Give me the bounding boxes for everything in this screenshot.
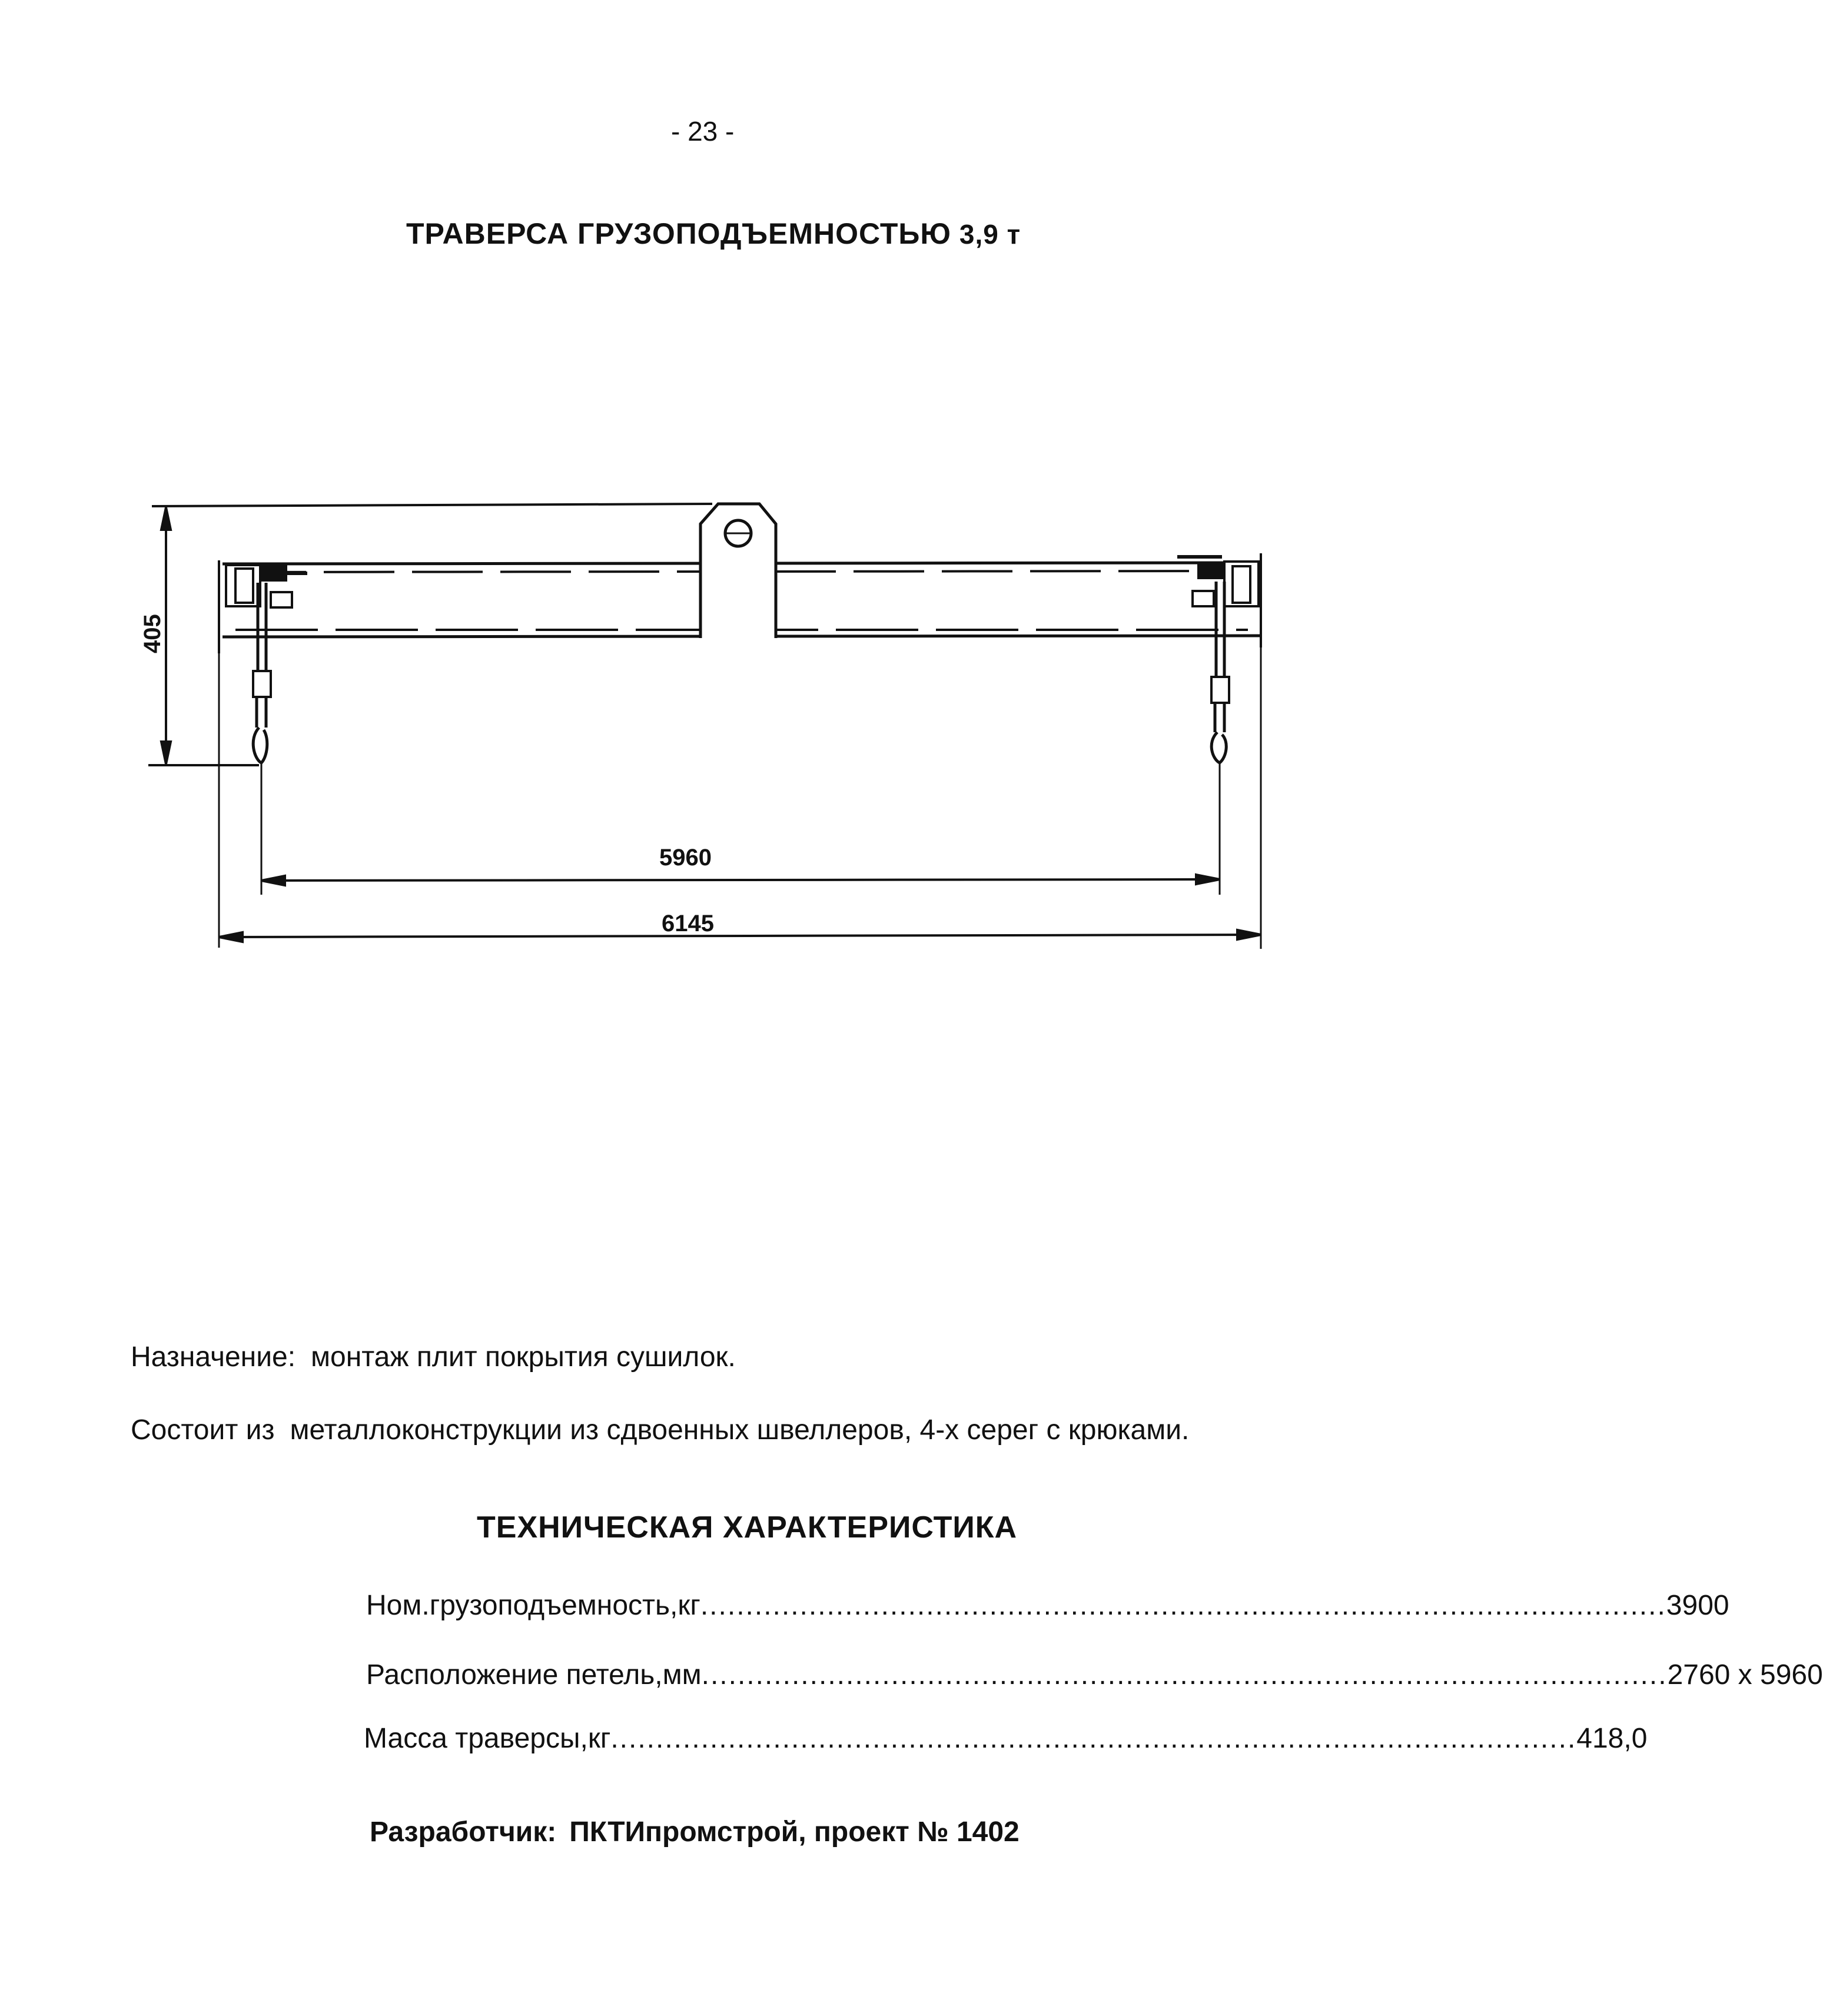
overall-width-arrow-right <box>1237 930 1261 939</box>
spec-leader-dots: ........................................................................................................... <box>701 1659 1668 1690</box>
inner-width-dimension-line <box>261 879 1220 881</box>
left-clamp-nut <box>271 592 292 607</box>
right-clamp-plate <box>1198 564 1222 578</box>
right-hook <box>1211 732 1226 763</box>
composition-line <box>131 1414 1189 1446</box>
spec-value: 3900 <box>1666 1590 1729 1621</box>
right-clamp-outer <box>1224 562 1258 606</box>
overall-width-dimension-line <box>219 935 1261 937</box>
spec-row <box>366 1589 1729 1622</box>
spec-label: Расположение петель,мм <box>366 1659 702 1690</box>
overall-width-arrow-left <box>219 932 243 942</box>
inner-width-dimension-label: 5960 <box>659 845 712 871</box>
overall-width-dimension-label: 6145 <box>662 911 714 936</box>
height-arrow-bottom <box>161 742 171 764</box>
page-number: - 23 - <box>671 116 735 147</box>
spec-label: Масса траверсы,кг <box>364 1723 611 1754</box>
title-text: ТРАВЕРСА ГРУЗОПОДЪЕМНОСТЬЮ <box>406 217 951 250</box>
purpose-label: Назначение: <box>131 1341 296 1373</box>
developer-line <box>370 1816 1020 1848</box>
spec-leader-dots: ........................................................................................................... <box>700 1590 1666 1621</box>
traverse-drawing <box>0 0 1425 1001</box>
center-lug <box>700 504 776 638</box>
height-dimension-label: 405 <box>140 614 165 653</box>
spec-value: 418,0 <box>1576 1723 1648 1754</box>
composition-text: металлоконструкции из сдвоенных швеллеров, 4-х серег с крюками. <box>290 1414 1190 1446</box>
developer-label: Разработчик: <box>370 1816 557 1848</box>
purpose-line <box>131 1341 736 1373</box>
title-capacity: 3,9 т <box>959 219 1021 250</box>
inner-width-arrow-right <box>1196 875 1220 884</box>
height-arrow-top <box>161 507 171 530</box>
right-shackle <box>1211 677 1229 703</box>
spec-leader-dots: ........................................................................................................... <box>610 1723 1577 1754</box>
developer-text: ПКТИпромстрой, проект № 1402 <box>569 1816 1020 1848</box>
spec-row <box>364 1722 1648 1755</box>
spec-row <box>366 1659 1823 1691</box>
specs-heading: ТЕХНИЧЕСКАЯ ХАРАКТЕРИСТИКА <box>477 1510 1018 1545</box>
inner-width-arrow-left <box>261 876 285 885</box>
right-clamp-nut <box>1193 591 1214 606</box>
left-hook <box>253 728 267 763</box>
left-shackle <box>253 671 271 697</box>
spec-label: Ном.грузоподъемность,кг <box>366 1590 700 1621</box>
composition-label: Состоит из <box>131 1414 275 1446</box>
spec-value: 2760 х 5960 <box>1667 1659 1823 1690</box>
left-clamp-plate <box>263 566 286 580</box>
height-extension-top <box>152 504 712 506</box>
purpose-text: монтаж плит покрытия сушилок. <box>311 1341 736 1373</box>
left-clamp-outer <box>226 565 260 606</box>
